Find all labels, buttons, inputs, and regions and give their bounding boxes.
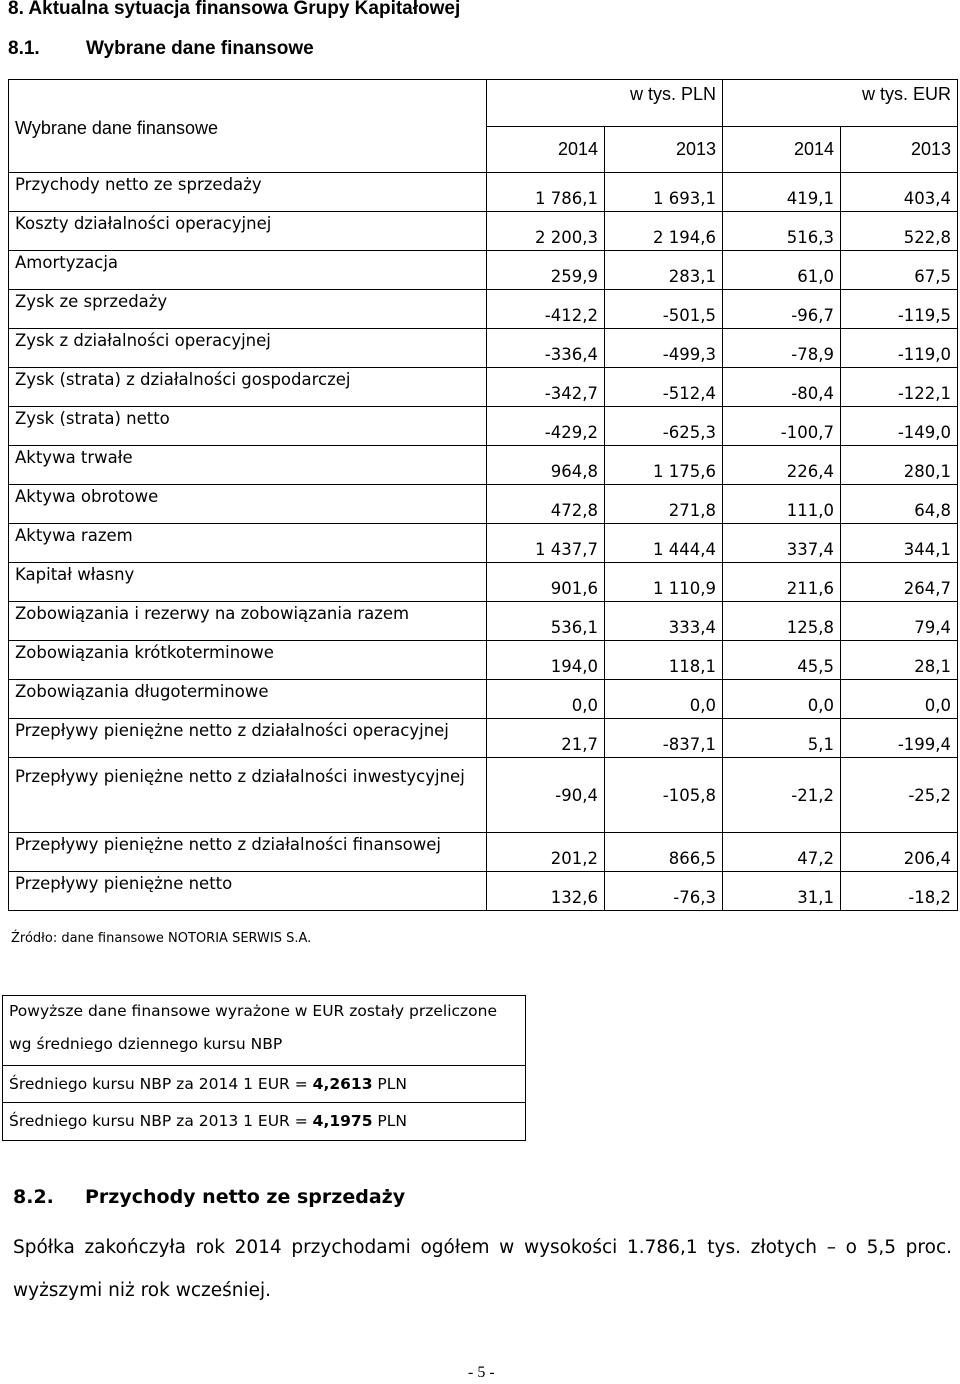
section-title: Przychody netto ze sprzedaży <box>85 1186 406 1208</box>
value-cell: 472,8 <box>487 485 605 524</box>
value-cell: 45,5 <box>723 641 841 680</box>
financial-data-table <box>8 79 958 911</box>
value-cell: 1 110,9 <box>605 563 723 602</box>
table-row <box>9 212 958 251</box>
row-label: Zysk ze sprzedaży <box>9 290 487 329</box>
value-cell: 2 200,3 <box>487 212 605 251</box>
year-header-pln-2013: 2013 <box>605 127 723 173</box>
row-label: Zobowiązania i rezerwy na zobowiązania razem <box>9 602 487 641</box>
year-header-pln-2014: 2014 <box>487 127 605 173</box>
source-note: Źródło: dane finansowe NOTORIA SERWIS S.A. <box>11 931 312 946</box>
value-cell: -119,5 <box>841 290 958 329</box>
value-cell: 536,1 <box>487 602 605 641</box>
table-row <box>9 368 958 407</box>
value-cell: -21,2 <box>723 758 841 833</box>
unit-pln-header: w tys. PLN <box>487 80 723 127</box>
rate-2014-label: Średniego kursu NBP za 2014 1 EUR = <box>9 1075 313 1093</box>
value-cell: -342,7 <box>487 368 605 407</box>
value-cell: -80,4 <box>723 368 841 407</box>
rate-2013-unit: PLN <box>372 1112 408 1130</box>
table-row <box>9 173 958 212</box>
value-cell: 194,0 <box>487 641 605 680</box>
value-cell: -25,2 <box>841 758 958 833</box>
value-cell: 0,0 <box>841 680 958 719</box>
section-number: 8.2. <box>13 1186 54 1208</box>
exchange-rate-box <box>2 995 526 1141</box>
value-cell: 1 437,7 <box>487 524 605 563</box>
value-cell: 403,4 <box>841 173 958 212</box>
table-row <box>9 641 958 680</box>
value-cell: -499,3 <box>605 329 723 368</box>
value-cell: 522,8 <box>841 212 958 251</box>
row-label: Zysk (strata) z działalności gospodarczej <box>9 368 487 407</box>
row-label: Przepływy pieniężne netto z działalności inwestycyjnej <box>9 758 487 833</box>
value-cell: 344,1 <box>841 524 958 563</box>
value-cell: 866,5 <box>605 833 723 872</box>
table-row <box>9 251 958 290</box>
row-label: Zysk z działalności operacyjnej <box>9 329 487 368</box>
value-cell: -625,3 <box>605 407 723 446</box>
value-cell: -90,4 <box>487 758 605 833</box>
table-row <box>9 524 958 563</box>
value-cell: 264,7 <box>841 563 958 602</box>
value-cell: 2 194,6 <box>605 212 723 251</box>
value-cell: 1 786,1 <box>487 173 605 212</box>
table-row <box>9 833 958 872</box>
exchange-intro-line-1: Powyższe dane finansowe wyrażone w EUR zostały przeliczone <box>9 1002 498 1020</box>
section-title: Wybrane dane finansowe <box>86 38 314 59</box>
rate-2013-label: Średniego kursu NBP za 2013 1 EUR = <box>9 1112 313 1130</box>
value-cell: 5,1 <box>723 719 841 758</box>
value-cell: 0,0 <box>605 680 723 719</box>
section-heading-8: 8. Aktualna sytuacja finansowa Grupy Kapitałowej <box>8 0 461 19</box>
value-cell: -78,9 <box>723 329 841 368</box>
value-cell: 259,9 <box>487 251 605 290</box>
rate-2013-value: 4,1975 <box>312 1112 373 1130</box>
row-label: Przepływy pieniężne netto <box>9 872 487 911</box>
value-cell: 419,1 <box>723 173 841 212</box>
value-cell: 28,1 <box>841 641 958 680</box>
section-number: 8.1. <box>8 38 40 59</box>
row-label: Kapitał własny <box>9 563 487 602</box>
value-cell: 79,4 <box>841 602 958 641</box>
revenue-paragraph: Spółka zakończyła rok 2014 przychodami ogółem w wysokości 1.786,1 tys. złotych – o 5,5 proc. wyższymi niż rok wcześniej. <box>13 1237 952 1301</box>
section-heading-8-1 <box>8 38 314 60</box>
page-number: - 5 - <box>468 1364 495 1381</box>
value-cell: 333,4 <box>605 602 723 641</box>
value-cell: 31,1 <box>723 872 841 911</box>
value-cell: 337,4 <box>723 524 841 563</box>
table-row <box>9 758 958 833</box>
row-label: Przychody netto ze sprzedaży <box>9 173 487 212</box>
value-cell: 1 175,6 <box>605 446 723 485</box>
row-label: Przepływy pieniężne netto z działalności operacyjnej <box>9 719 487 758</box>
table-row <box>9 872 958 911</box>
value-cell: 111,0 <box>723 485 841 524</box>
value-cell: 211,6 <box>723 563 841 602</box>
value-cell: 0,0 <box>487 680 605 719</box>
table-row <box>9 719 958 758</box>
unit-eur-header: w tys. EUR <box>723 80 958 127</box>
value-cell: 901,6 <box>487 563 605 602</box>
table-row <box>9 680 958 719</box>
value-cell: -76,3 <box>605 872 723 911</box>
exchange-rate-2014 <box>3 1066 525 1103</box>
value-cell: 964,8 <box>487 446 605 485</box>
value-cell: 1 693,1 <box>605 173 723 212</box>
value-cell: 201,2 <box>487 833 605 872</box>
value-cell: -429,2 <box>487 407 605 446</box>
value-cell: 516,3 <box>723 212 841 251</box>
value-cell: 132,6 <box>487 872 605 911</box>
year-header-eur-2013: 2013 <box>841 127 958 173</box>
value-cell: -119,0 <box>841 329 958 368</box>
row-label: Zysk (strata) netto <box>9 407 487 446</box>
row-label: Zobowiązania długoterminowe <box>9 680 487 719</box>
value-cell: 226,4 <box>723 446 841 485</box>
value-cell: -122,1 <box>841 368 958 407</box>
section-heading-8-2 <box>13 1186 405 1208</box>
value-cell: -149,0 <box>841 407 958 446</box>
exchange-intro-line-2: wg średniego dziennego kursu NBP <box>3 1026 525 1066</box>
table-row <box>9 329 958 368</box>
value-cell: -512,4 <box>605 368 723 407</box>
value-cell: -501,5 <box>605 290 723 329</box>
value-cell: -412,2 <box>487 290 605 329</box>
row-label: Przepływy pieniężne netto z działalności finansowej <box>9 833 487 872</box>
value-cell: -18,2 <box>841 872 958 911</box>
value-cell: 67,5 <box>841 251 958 290</box>
value-cell: 0,0 <box>723 680 841 719</box>
value-cell: 206,4 <box>841 833 958 872</box>
table-row <box>9 290 958 329</box>
value-cell: 125,8 <box>723 602 841 641</box>
value-cell: -105,8 <box>605 758 723 833</box>
value-cell: 1 444,4 <box>605 524 723 563</box>
exchange-rate-2013 <box>3 1103 525 1140</box>
value-cell: -336,4 <box>487 329 605 368</box>
table-row <box>9 485 958 524</box>
year-header-eur-2014: 2014 <box>723 127 841 173</box>
table-row <box>9 602 958 641</box>
value-cell: 283,1 <box>605 251 723 290</box>
value-cell: -100,7 <box>723 407 841 446</box>
table-row <box>9 446 958 485</box>
value-cell: -96,7 <box>723 290 841 329</box>
row-label: Aktywa obrotowe <box>9 485 487 524</box>
rate-2014-unit: PLN <box>372 1075 408 1093</box>
value-cell: 280,1 <box>841 446 958 485</box>
row-label: Zobowiązania krótkoterminowe <box>9 641 487 680</box>
row-label: Aktywa trwałe <box>9 446 487 485</box>
row-label: Aktywa razem <box>9 524 487 563</box>
table-header-row-units <box>9 80 958 127</box>
value-cell: 61,0 <box>723 251 841 290</box>
value-cell: 118,1 <box>605 641 723 680</box>
value-cell: 21,7 <box>487 719 605 758</box>
value-cell: 271,8 <box>605 485 723 524</box>
row-label: Amortyzacja <box>9 251 487 290</box>
value-cell: -199,4 <box>841 719 958 758</box>
row-label: Koszty działalności operacyjnej <box>9 212 487 251</box>
table-title-cell: Wybrane dane finansowe <box>9 80 487 173</box>
value-cell: 64,8 <box>841 485 958 524</box>
value-cell: 47,2 <box>723 833 841 872</box>
table-row <box>9 407 958 446</box>
rate-2014-value: 4,2613 <box>312 1075 373 1093</box>
value-cell: -837,1 <box>605 719 723 758</box>
table-row <box>9 563 958 602</box>
